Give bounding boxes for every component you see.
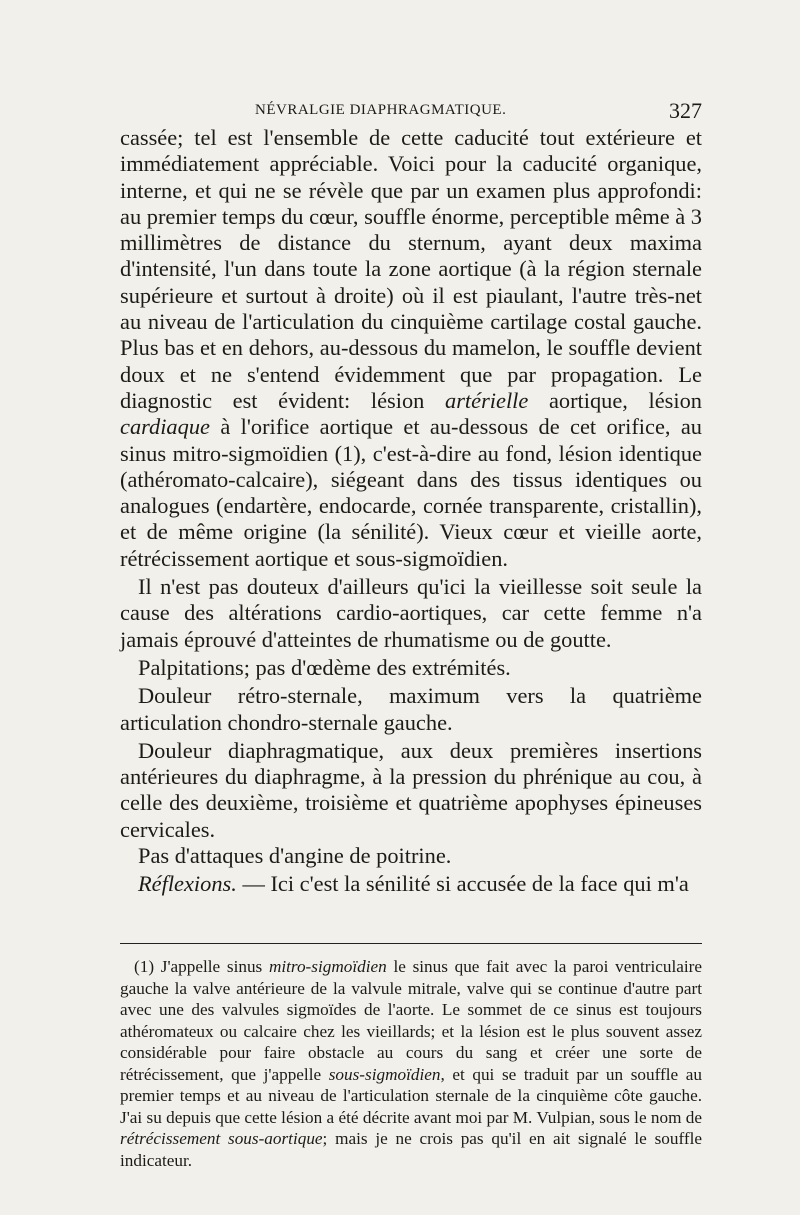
footnote-text: , et qui se traduit par un souffle au premier temps et au niveau de l'articulation sternale de la cinquième côte gauche. J'ai su depuis que cette lésion a été décrite avant moi par M. Vulpian, sous le nom de [120,1064,702,1127]
emphasis-cardiaque: cardiaque [120,414,210,440]
paragraph-text: cassée; tel est l'ensemble de cette caducité tout extérieure et immédiatement appréciable. Voici pour la caducité organique, interne, et qui ne se révèle que par un examen plus approfondi: au premier temps du cœur, souffle énorme, perceptible même à 3 millimètres de distance du sternum, ayant deux maxima d'intensité, l'un dans toute la zone aortique (à la région sternale supérieure et surtout à droite) où il est piaulant, l'autre très-net au niveau de l'articulation du cinquième cartilage costal gauche. Plus bas et en dehors, au-dessous du mamelon, le souffle devient doux et ne s'entend évidemment que par propagation. Le diagnostic est évident: lésion [120,125,702,413]
paragraph-vieillesse: Il n'est pas douteux d'ailleurs qu'ici la vieillesse soit seule la cause des altérations cardio-aortiques, car cette femme n'a jamais éprouvé d'atteintes de rhumatisme ou de goutte. [120,574,702,652]
emphasis-retrecissement: rétrécissement sous-aortique [120,1129,323,1148]
page-number: 327 [669,98,702,123]
paragraph-caducite [120,125,702,572]
footnotes [120,956,702,1171]
emphasis-sous-sigmoidien: sous-sigmoïdien [328,1064,441,1084]
footnote-text: (1) J'appelle sinus [134,957,269,976]
emphasis-reflexions: Réflexions. [138,871,237,897]
paragraph-reflexions [120,871,702,897]
paragraph-douleur-diaphragmatique: Douleur diaphragmatique, aux deux premières insertions antérieures du diaphragme, à la pression du phrénique au cou, à celle des deuxième, troisième et quatrième apophyses épineuses cervicales. [120,737,702,842]
footnote-text: le sinus que fait avec la paroi ventriculaire gauche la valve antérieure de la valvule mitrale, valve qui se continue d'autre part avec une des valvules sigmoïdes de l'aorte. Le sommet de ce sinus est toujours athéromateux ou calcaire chez les vieillards; et la lésion est le plus souvent assez considérable pour faire obstacle au cours du sang et créer une sorte de rétrécissement, que j'appelle [120,957,702,1084]
emphasis-arterielle: artérielle [445,387,529,413]
footnote-1 [120,956,702,1171]
footnote-divider [120,943,702,944]
paragraph-douleur-retro-sternale: Douleur rétro-sternale, maximum vers la quatrième articulation chondro-sternale gauche. [120,683,702,735]
body-text [120,125,702,898]
running-title: NÉVRALGIE DIAPHRAGMATIQUE. [255,102,507,118]
paragraph-angine: Pas d'attaques d'angine de poitrine. [138,843,452,869]
paragraph-text: aortique, lésion [528,387,703,413]
footnote-text: ; mais je ne crois pas qu'il en ait signalé le souffle indicateur. [120,1129,702,1170]
paragraph-text: à l'orifice aortique et au-dessous de cet orifice, au sinus mitro-sigmoïdien (1), c'est-à-dire au fond, lésion identique (athéromato-calcaire), siégeant dans des tissus identiques ou analogues (endartère, endocarde, cornée transparente, cristallin), et de même origine (la sénilité). Vieux cœur et vieille aorte, rétrécissement aortique et sous-sigmoïdien. [120,414,702,571]
emphasis-mitro-sigmoidien: mitro-sigmoïdien [268,957,387,976]
running-head [120,100,702,124]
paragraph-palpitations: Palpitations; pas d'œdème des extrémités. [138,654,511,680]
paragraph-text: — Ici c'est la sénilité si accusée de la face qui m'a [236,871,689,897]
